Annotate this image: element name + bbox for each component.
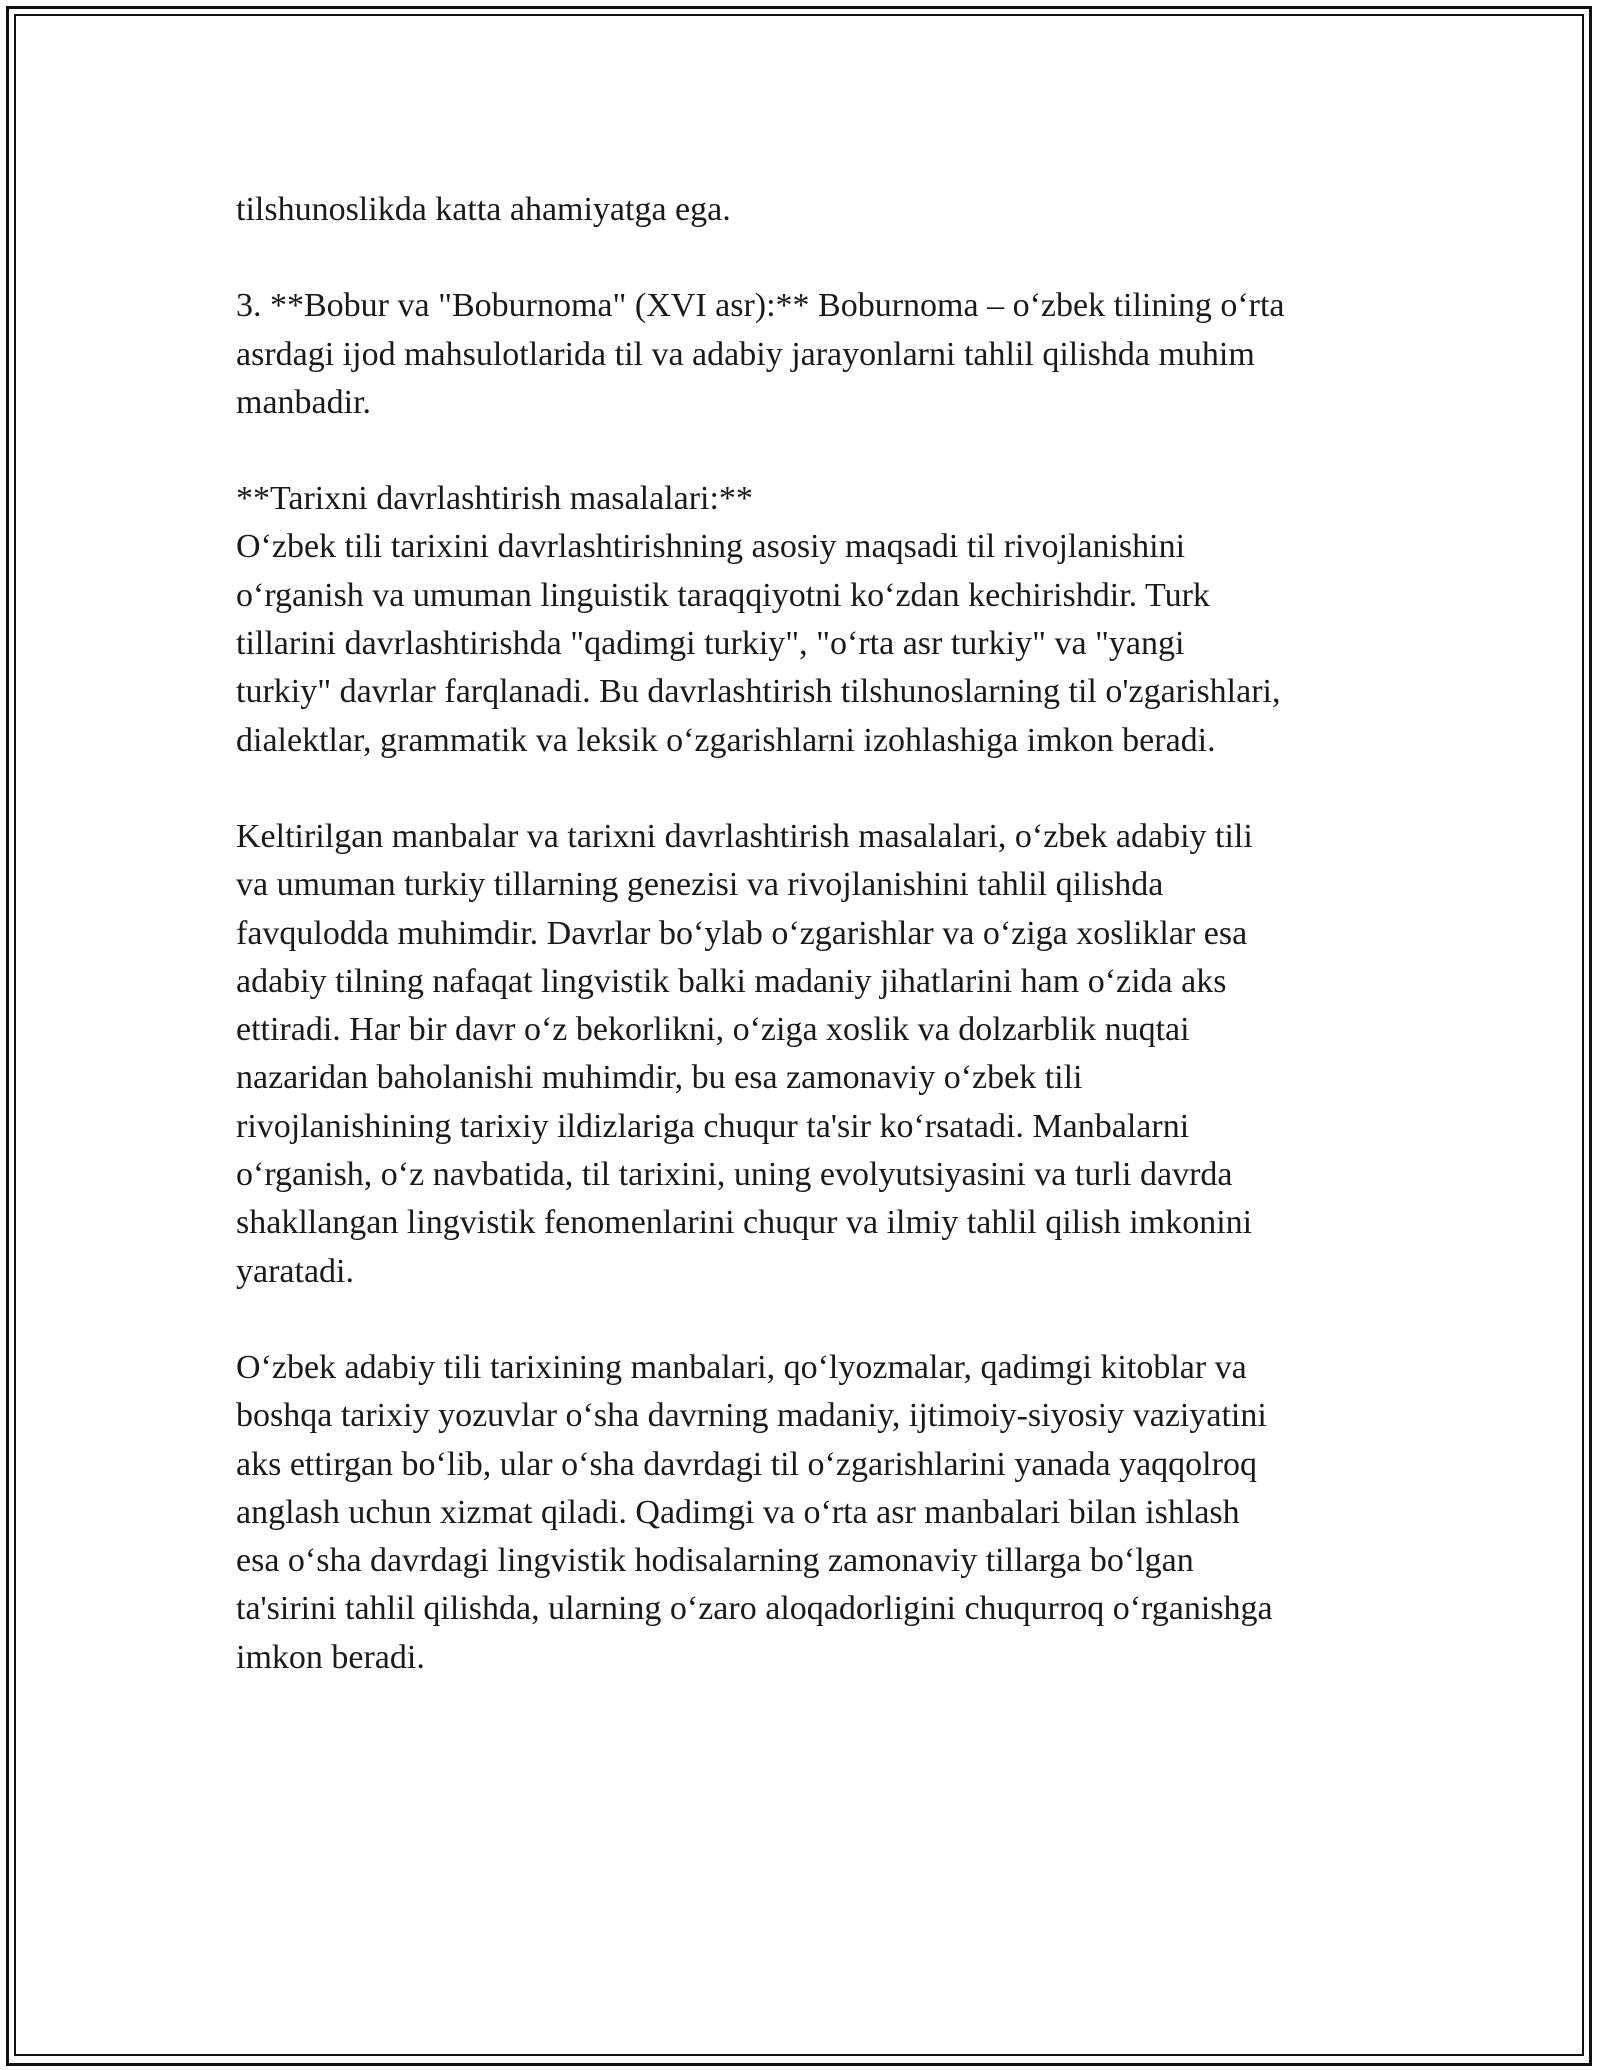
paragraph-periodization: O‘zbek tili tarixini davrlashtirishning asosiy maqsadi til rivojlanishini o‘rganish va umuman linguistik taraqqiyotni ko‘zdan kechirishdir. Turk tillarini davrlashtirishda "qadimgi turkiy", "o‘rta asr turkiy" va "yangi turkiy" davrlar farqlanadi. Bu davrlashtirish tilshunoslarning til o'zgarishlari, dialektlar, grammatik va leksik o‘zgarishlarni izohlashiga imkon beradi. (236, 528, 1281, 759)
paragraph-continuation: tilshunoslikda katta ahamiyatga ega. (236, 191, 731, 228)
paragraph-literary-sources: O‘zbek adabiy tili tarixining manbalari, qo‘lyozmalar, qadimgi kitoblar va boshqa tarixiy yozuvlar o‘sha davrning madaniy, ijtimoiy-siyosiy vaziyatini aks ettirgan bo‘lib, ular o‘sha davrdagi til o‘zgarishlarini yanada yaqqolroq anglash uchun xizmat qiladi. Qadimgi va o‘rta asr manbalari bilan ishlash esa o‘sha davrdagi lingvistik hodisalarning zamonaviy tillarga bo‘lgan ta'sirini tahlil qilishda, ularning o‘zaro aloqadorligini chuqurroq o‘rganishga imkon beradi. (236, 1348, 1273, 1676)
section-heading: **Tarixni davrlashtirish masalalari:** (236, 480, 753, 518)
paragraph-sources-periodization: Keltirilgan manbalar va tarixni davrlashtirish masalalari, o‘zbek adabiy tili va umuman turkiy tillarning genezisi va rivojlanishini tahlil qilishda favqulodda muhimdir. Davrlar bo‘ylab o‘zgarishlar va o‘ziga xosliklar esa adabiy tilning nafaqat lingvistik balki madaniy jihatlarini ham o‘zida aks ettiradi. Har bir davr o‘z bekorlikni, o‘ziga xoslik va dolzarblik nuqtai nazaridan baholanishi muhimdir, bu esa zamonaviy o‘zbek tili rivojlanishining tarixiy ildizlariga chuqur ta'sir ko‘rsatadi. Manbalarni o‘rganish, o‘z navbatida, til tarixini, uning evolyutsiyasini va turli davrda shakllangan lingvistik fenomenlarini chuqur va ilmiy tahlil qilish imkonini yaratadi. (236, 817, 1253, 1290)
document-body (236, 186, 1386, 1730)
paragraph-boburnoma: 3. **Bobur va "Boburnoma" (XVI asr):** Boburnoma – o‘zbek tilining o‘rta asrdagi ijod mahsulotlarida til va adabiy jarayonlarni tahlil qilishda muhim manbadir. (236, 287, 1285, 421)
